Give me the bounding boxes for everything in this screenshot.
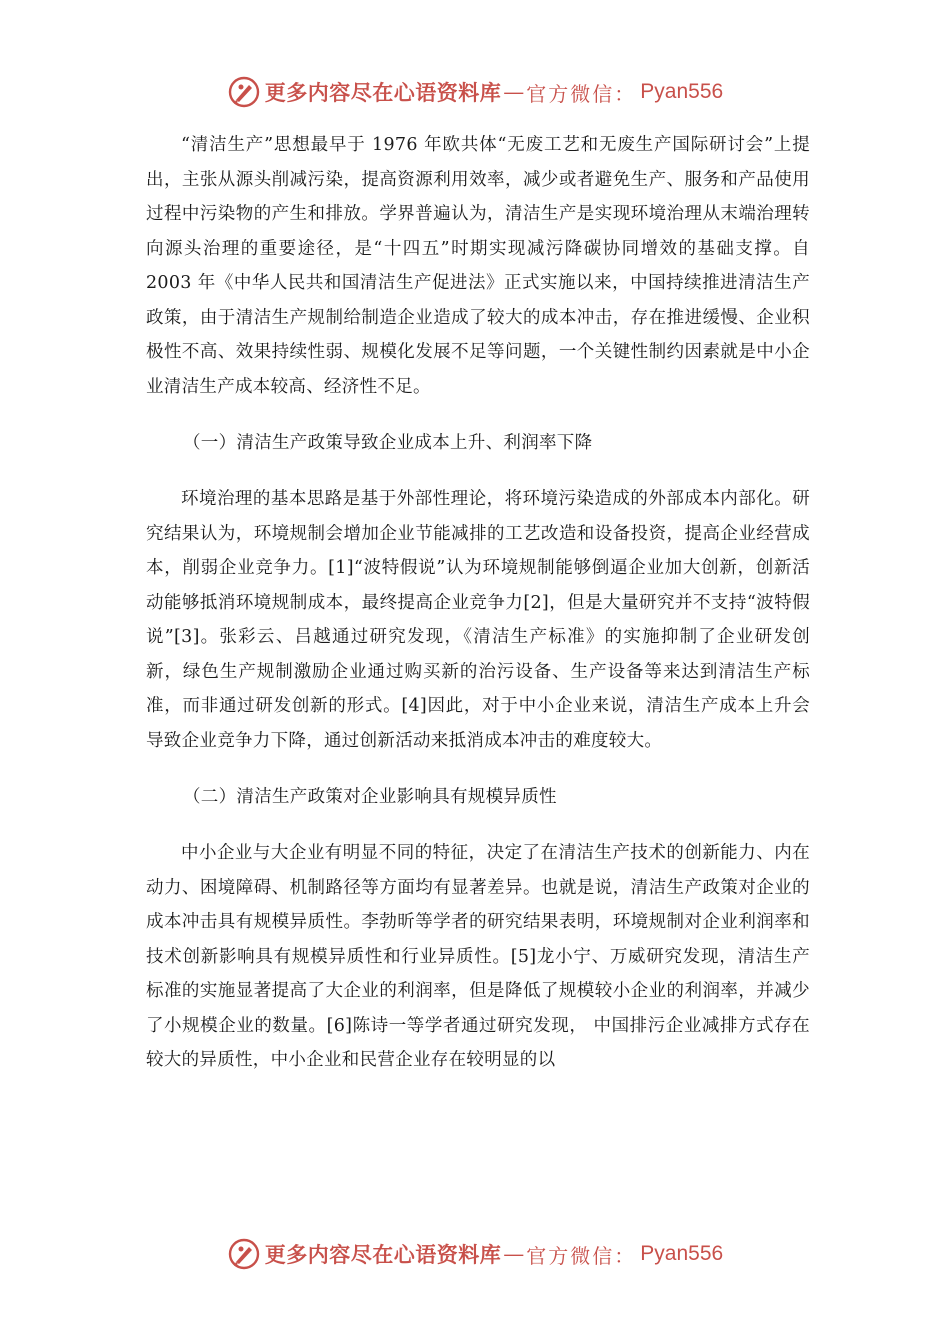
banner-wechat-id: Pyan556 [640, 80, 724, 103]
footer-banner [0, 1234, 950, 1274]
banner-wechat-label: 官方微信： [526, 1243, 637, 1268]
banner-dash: — [503, 1242, 525, 1266]
paragraph-heterogeneity: 中小企业与大企业有明显不同的特征，决定了在清洁生产技术的创新能力、内在动力、困境障碍、机制路径等方面均有显著差异。也就是说，清洁生产政策对企业的成本冲击具有规模异质性。李勃昕等学者的研究结果表明，环境规制对企业利润率和技术创新影响具有规模异质性和行业异质性。[5]龙小宁、万威研究发现，清洁生产标准的实施显著提高了大企业的利润率，但是降低了规模较小企业的利润率，并减少了小规模企业的数量。[6]陈诗一等学者通过研究发现， 中国排污企业减排方式存在较大的异质性，中小企业和民营企业存在较明显的以 [146, 843, 810, 1070]
banner-title: 更多内容尽在心语资料库 [264, 80, 502, 105]
banner-title: 更多内容尽在心语资料库 [264, 1242, 502, 1267]
section-heading-2: （二）清洁生产政策对企业影响具有规模异质性 [183, 787, 557, 807]
pen-logo-icon [227, 1237, 261, 1271]
banner-dash: — [503, 80, 525, 104]
paragraph-intro: “清洁生产”思想最早于 1976 年欧共体“无废工艺和无废生产国际研讨会”上提出，主张从源头削减污染，提高资源利用效率，减少或者避免生产、服务和产品使用过程中污染物的产生和排放。学界普遍认为，清洁生产是实现环境治理从末端治理转向源头治理的重要途径，是“十四五”时期实现减污降碳协同增效的基础支撑。自 2003 年《中华人民共和国清洁生产促进法》正式实施以来，中国持续推进清洁生产政策，由于清洁生产规制给制造企业造成了较大的成本冲击，存在推进缓慢、企业积极性不高、效果持续性弱、规模化发展不足等问题，一个关键性制约因素就是中小企业清洁生产成本较高、经济性不足。 [146, 135, 810, 397]
banner-wechat-id: Pyan556 [640, 1242, 724, 1265]
banner-wechat-label: 官方微信： [526, 81, 637, 106]
header-banner [0, 72, 950, 112]
document-body [146, 128, 810, 1078]
paragraph-cost: 环境治理的基本思路是基于外部性理论，将环境污染造成的外部成本内部化。研究结果认为，环境规制会增加企业节能减排的工艺改造和设备投资，提高企业经营成本，削弱企业竞争力。[1]“波特假说”认为环境规制能够倒逼企业加大创新，创新活动能够抵消环境规制成本，最终提高企业竞争力[2]，但是大量研究并不支持“波特假说”[3]。张彩云、吕越通过研究发现，《清洁生产标准》的实施抑制了企业研发创新，绿色生产规制激励企业通过购买新的治污设备、生产设备等来达到清洁生产标准，而非通过研发创新的形式。[4]因此，对于中小企业来说，清洁生产成本上升会导致企业竞争力下降，通过创新活动来抵消成本冲击的难度较大。 [146, 489, 810, 751]
pen-logo-icon [227, 75, 261, 109]
section-heading-1: （一）清洁生产政策导致企业成本上升、利润率下降 [183, 433, 593, 453]
